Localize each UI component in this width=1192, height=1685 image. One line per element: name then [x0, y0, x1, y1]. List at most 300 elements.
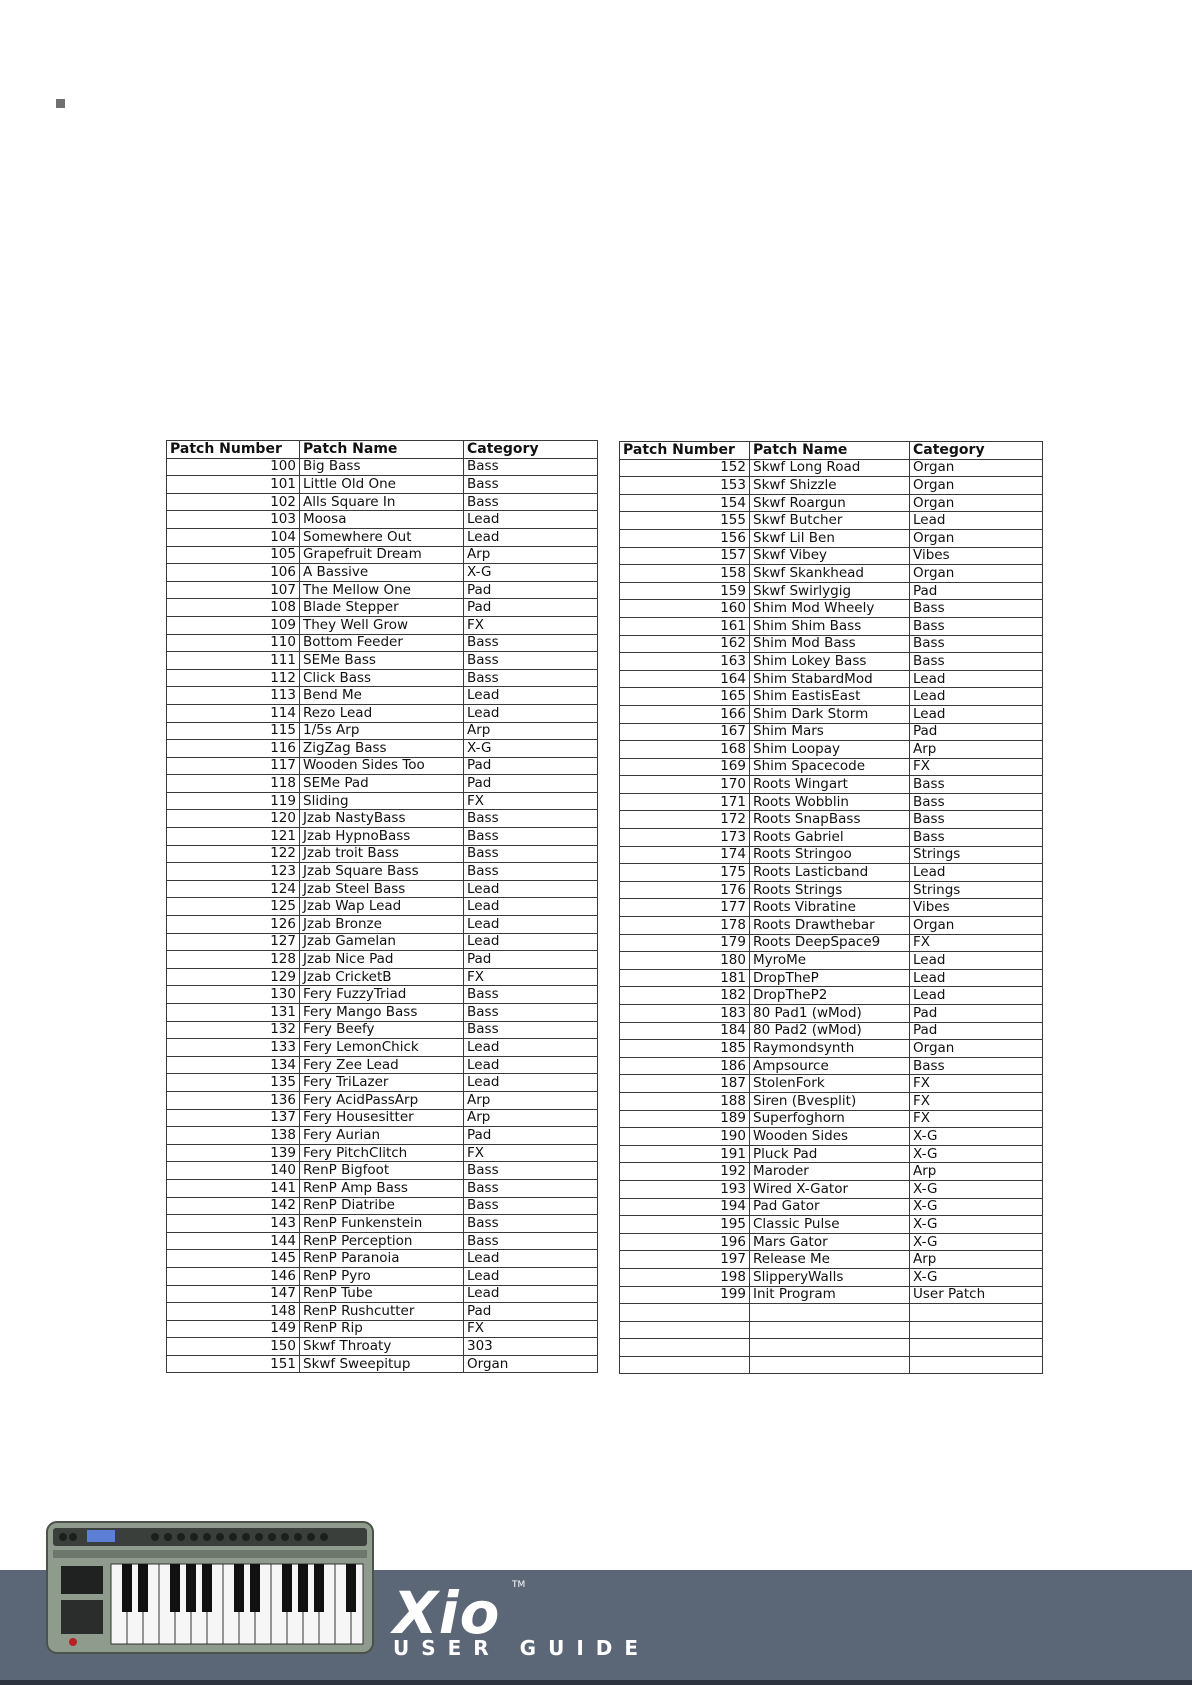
category-cell: Lead [464, 1056, 598, 1074]
patch-name-cell: RenP Pyro [300, 1267, 464, 1285]
table-row [620, 881, 1043, 899]
category-cell: Bass [910, 653, 1043, 671]
patch-number-cell: 153 [620, 477, 750, 495]
patch-number-cell: 141 [167, 1179, 300, 1197]
table-row [167, 1056, 598, 1074]
category-cell: Bass [464, 1162, 598, 1180]
patch-name-cell: Shim Lokey Bass [750, 653, 910, 671]
category-cell: Bass [910, 793, 1043, 811]
table-row [167, 1039, 598, 1057]
patch-number-cell: 156 [620, 529, 750, 547]
category-cell: Lead [464, 1250, 598, 1268]
patch-name-cell: Fery Housesitter [300, 1109, 464, 1127]
patch-name-cell: Raymondsynth [750, 1040, 910, 1058]
patch-name-cell: Bend Me [300, 687, 464, 705]
patch-number-cell: 105 [167, 546, 300, 564]
patch-name-cell: Wooden Sides [750, 1128, 910, 1146]
table-row [167, 493, 598, 511]
patch-number-cell: 163 [620, 653, 750, 671]
category-cell: Organ [910, 459, 1043, 477]
table-row [620, 987, 1043, 1005]
patch-name-cell: Classic Pulse [750, 1216, 910, 1234]
patch-number-cell: 122 [167, 845, 300, 863]
table-row [620, 1128, 1043, 1146]
table-row [167, 1320, 598, 1338]
category-cell: Organ [910, 494, 1043, 512]
patch-number-cell [620, 1339, 750, 1357]
patch-name-cell: Wired X-Gator [750, 1180, 910, 1198]
patch-number-cell: 123 [167, 863, 300, 881]
category-cell: Bass [464, 1004, 598, 1022]
footer-line [0, 1680, 1192, 1685]
patch-name-cell: Somewhere Out [300, 528, 464, 546]
category-cell: Bass [464, 845, 598, 863]
category-cell: Lead [910, 705, 1043, 723]
patch-number-cell: 198 [620, 1268, 750, 1286]
patch-number-cell: 181 [620, 969, 750, 987]
patch-number-cell: 157 [620, 547, 750, 565]
patch-name-cell: SlipperyWalls [750, 1268, 910, 1286]
patch-number-cell: 121 [167, 828, 300, 846]
table-row [620, 969, 1043, 987]
category-cell: Lead [464, 1285, 598, 1303]
patch-number-cell: 115 [167, 722, 300, 740]
table-row [167, 740, 598, 758]
table-row [620, 477, 1043, 495]
patch-name-cell: Ampsource [750, 1057, 910, 1075]
patch-number-cell: 134 [167, 1056, 300, 1074]
category-cell: Lead [464, 933, 598, 951]
table-row [167, 458, 598, 476]
category-cell: FX [910, 1075, 1043, 1093]
table-row [620, 1040, 1043, 1058]
patch-name-cell: Superfoghorn [750, 1110, 910, 1128]
patch-number-cell: 147 [167, 1285, 300, 1303]
table-row [167, 669, 598, 687]
patch-name-cell: Shim StabardMod [750, 670, 910, 688]
table-row [620, 459, 1043, 477]
patch-number-cell: 148 [167, 1303, 300, 1321]
patch-name-cell: ZigZag Bass [300, 740, 464, 758]
patch-number-cell: 114 [167, 704, 300, 722]
header-patch-name: Patch Name [750, 442, 910, 460]
category-cell: X-G [910, 1180, 1043, 1198]
category-cell: Bass [464, 458, 598, 476]
category-cell: Lead [464, 687, 598, 705]
category-cell: Bass [910, 1057, 1043, 1075]
category-cell: Lead [464, 880, 598, 898]
patch-name-cell: Shim Mod Wheely [750, 600, 910, 618]
patch-name-cell: Skwf Skankhead [750, 565, 910, 583]
category-cell: FX [910, 758, 1043, 776]
table-row [620, 547, 1043, 565]
patch-name-cell: Roots Gabriel [750, 829, 910, 847]
category-cell: Bass [464, 493, 598, 511]
patch-number-cell: 107 [167, 581, 300, 599]
table-row [620, 829, 1043, 847]
patch-name-cell: Shim Loopay [750, 741, 910, 759]
patch-name-cell: RenP Diatribe [300, 1197, 464, 1215]
patch-name-cell: Little Old One [300, 476, 464, 494]
patch-name-cell: Skwf Sweepitup [300, 1355, 464, 1373]
table-row [167, 1232, 598, 1250]
table-row [620, 1110, 1043, 1128]
patch-name-cell: Fery Zee Lead [300, 1056, 464, 1074]
patch-name-cell: Bottom Feeder [300, 634, 464, 652]
patch-name-cell: Skwf Long Road [750, 459, 910, 477]
patch-number-cell: 104 [167, 528, 300, 546]
table-row [167, 652, 598, 670]
header-patch-name: Patch Name [300, 441, 464, 459]
table-row [167, 1021, 598, 1039]
category-cell: Bass [464, 634, 598, 652]
category-cell: FX [910, 934, 1043, 952]
category-cell: Lead [464, 898, 598, 916]
patch-name-cell: Mars Gator [750, 1233, 910, 1251]
patch-number-cell: 118 [167, 775, 300, 793]
patch-name-cell: Jzab Nice Pad [300, 951, 464, 969]
table-row [167, 968, 598, 986]
table-row [167, 1215, 598, 1233]
patch-number-cell [620, 1321, 750, 1339]
category-cell: Bass [910, 617, 1043, 635]
category-cell: Lead [910, 952, 1043, 970]
table-row [167, 863, 598, 881]
patch-number-cell: 132 [167, 1021, 300, 1039]
patch-name-cell: MyroMe [750, 952, 910, 970]
category-cell [910, 1304, 1043, 1322]
patch-name-cell: Roots DeepSpace9 [750, 934, 910, 952]
category-cell [910, 1339, 1043, 1357]
table-row [167, 845, 598, 863]
table-row [167, 634, 598, 652]
patch-name-cell: SEMe Bass [300, 652, 464, 670]
patch-number-cell: 108 [167, 599, 300, 617]
patch-number-cell: 119 [167, 792, 300, 810]
category-cell: Arp [464, 722, 598, 740]
patch-number-cell: 186 [620, 1057, 750, 1075]
patch-name-cell [750, 1321, 910, 1339]
patch-name-cell [750, 1304, 910, 1322]
patch-name-cell: Fery AcidPassArp [300, 1091, 464, 1109]
category-cell: Bass [464, 828, 598, 846]
category-cell: Pad [464, 775, 598, 793]
patch-number-cell: 166 [620, 705, 750, 723]
patch-table-left [166, 440, 598, 1373]
patch-name-cell: DropTheP2 [750, 987, 910, 1005]
category-cell: FX [464, 968, 598, 986]
category-cell: Pad [910, 1005, 1043, 1023]
category-cell: Pad [464, 951, 598, 969]
patch-name-cell: 80 Pad1 (wMod) [750, 1005, 910, 1023]
patch-name-cell: DropTheP [750, 969, 910, 987]
category-cell: Lead [910, 688, 1043, 706]
patch-number-cell: 183 [620, 1005, 750, 1023]
header-patch-number: Patch Number [167, 441, 300, 459]
table-row [167, 810, 598, 828]
category-cell: Arp [910, 1163, 1043, 1181]
patch-number-cell [620, 1304, 750, 1322]
patch-number-cell: 151 [167, 1355, 300, 1373]
patch-number-cell: 133 [167, 1039, 300, 1057]
category-cell: Bass [910, 811, 1043, 829]
table-row [167, 581, 598, 599]
patch-number-cell: 111 [167, 652, 300, 670]
patch-name-cell: Jzab troit Bass [300, 845, 464, 863]
table-row [620, 705, 1043, 723]
table-row [167, 828, 598, 846]
category-cell: Pad [464, 757, 598, 775]
patch-number-cell: 179 [620, 934, 750, 952]
table-row [620, 1304, 1043, 1322]
table-row [620, 670, 1043, 688]
patch-name-cell: Fery Aurian [300, 1127, 464, 1145]
table-row [167, 1127, 598, 1145]
table-row [620, 1286, 1043, 1304]
patch-number-cell: 188 [620, 1092, 750, 1110]
table-row [167, 704, 598, 722]
table-row [620, 1075, 1043, 1093]
category-cell: Lead [464, 1267, 598, 1285]
patch-name-cell: Fery Beefy [300, 1021, 464, 1039]
patch-number-cell: 182 [620, 987, 750, 1005]
category-cell: Organ [910, 529, 1043, 547]
patch-number-cell: 110 [167, 634, 300, 652]
patch-name-cell: Roots Strings [750, 881, 910, 899]
category-cell: FX [464, 616, 598, 634]
table-row [620, 758, 1043, 776]
category-cell: Bass [910, 600, 1043, 618]
patch-number-cell: 160 [620, 600, 750, 618]
table-row [620, 741, 1043, 759]
patch-number-cell: 172 [620, 811, 750, 829]
category-cell: Lead [464, 916, 598, 934]
category-cell: Bass [464, 669, 598, 687]
table-row [620, 1005, 1043, 1023]
category-cell: Organ [910, 565, 1043, 583]
category-cell: X-G [464, 564, 598, 582]
table-row [620, 1356, 1043, 1374]
patch-name-cell: Click Bass [300, 669, 464, 687]
table-row [167, 1091, 598, 1109]
patch-number-cell: 197 [620, 1251, 750, 1269]
patch-number-cell: 173 [620, 829, 750, 847]
patch-number-cell: 128 [167, 951, 300, 969]
patch-name-cell: 80 Pad2 (wMod) [750, 1022, 910, 1040]
patch-name-cell: RenP Funkenstein [300, 1215, 464, 1233]
patch-number-cell: 184 [620, 1022, 750, 1040]
table-row [167, 1303, 598, 1321]
table-row [620, 1022, 1043, 1040]
patch-number-cell: 161 [620, 617, 750, 635]
patch-name-cell: Jzab Gamelan [300, 933, 464, 951]
category-cell: Bass [464, 986, 598, 1004]
category-cell: FX [464, 792, 598, 810]
table-row [167, 722, 598, 740]
patch-name-cell: Sliding [300, 792, 464, 810]
patch-name-cell: Jzab CricketB [300, 968, 464, 986]
patch-number-cell: 158 [620, 565, 750, 583]
table-row [620, 917, 1043, 935]
keyboard-illustration [45, 1520, 375, 1655]
bullet-marker [56, 99, 65, 108]
category-cell: Pad [464, 1303, 598, 1321]
patch-name-cell: RenP Paranoia [300, 1250, 464, 1268]
table-row [167, 1004, 598, 1022]
patch-number-cell: 102 [167, 493, 300, 511]
patch-number-cell: 125 [167, 898, 300, 916]
category-cell: X-G [910, 1128, 1043, 1146]
patch-name-cell: RenP Amp Bass [300, 1179, 464, 1197]
category-cell: X-G [464, 740, 598, 758]
category-cell: Bass [464, 1215, 598, 1233]
category-cell: FX [464, 1144, 598, 1162]
table-row [167, 986, 598, 1004]
table-row [620, 600, 1043, 618]
patch-name-cell: Skwf Throaty [300, 1338, 464, 1356]
table-row [167, 1162, 598, 1180]
patch-name-cell: Jzab Steel Bass [300, 880, 464, 898]
patch-name-cell: Jzab NastyBass [300, 810, 464, 828]
category-cell: Lead [910, 670, 1043, 688]
category-cell: FX [464, 1320, 598, 1338]
category-cell [910, 1356, 1043, 1374]
table-row [620, 846, 1043, 864]
patch-name-cell: Fery Mango Bass [300, 1004, 464, 1022]
table-row [620, 653, 1043, 671]
table-row [167, 1285, 598, 1303]
table-row [167, 1179, 598, 1197]
category-cell: X-G [910, 1216, 1043, 1234]
patch-name-cell: Pluck Pad [750, 1145, 910, 1163]
table-row [620, 934, 1043, 952]
category-cell: X-G [910, 1268, 1043, 1286]
category-cell: Organ [910, 1040, 1043, 1058]
patch-name-cell: A Bassive [300, 564, 464, 582]
patch-number-cell: 146 [167, 1267, 300, 1285]
category-cell: Pad [910, 1022, 1043, 1040]
table-row [620, 1198, 1043, 1216]
table-row [620, 1251, 1043, 1269]
patch-number-cell: 136 [167, 1091, 300, 1109]
category-cell: Organ [464, 1355, 598, 1373]
category-cell: Bass [464, 1232, 598, 1250]
table-header-row [620, 442, 1043, 460]
patch-number-cell: 189 [620, 1110, 750, 1128]
patch-number-cell: 169 [620, 758, 750, 776]
patch-number-cell: 100 [167, 458, 300, 476]
patch-name-cell: Big Bass [300, 458, 464, 476]
patch-number-cell: 143 [167, 1215, 300, 1233]
category-cell: Arp [464, 1109, 598, 1127]
patch-number-cell: 145 [167, 1250, 300, 1268]
patch-name-cell: Maroder [750, 1163, 910, 1181]
table-row [620, 617, 1043, 635]
patch-name-cell [750, 1356, 910, 1374]
patch-number-cell [620, 1356, 750, 1374]
category-cell: Arp [464, 1091, 598, 1109]
patch-name-cell: Fery PitchClitch [300, 1144, 464, 1162]
patch-name-cell: Moosa [300, 511, 464, 529]
category-cell: Pad [464, 599, 598, 617]
table-row [620, 776, 1043, 794]
patch-number-cell: 103 [167, 511, 300, 529]
patch-name-cell: RenP Rip [300, 1320, 464, 1338]
table-row [167, 616, 598, 634]
patch-name-cell: Roots Wobblin [750, 793, 910, 811]
patch-number-cell: 176 [620, 881, 750, 899]
patch-name-cell: Jzab HypnoBass [300, 828, 464, 846]
patch-number-cell: 101 [167, 476, 300, 494]
patch-number-cell: 199 [620, 1286, 750, 1304]
table-row [167, 1250, 598, 1268]
table-row [620, 582, 1043, 600]
category-cell: Bass [464, 810, 598, 828]
category-cell: Lead [910, 864, 1043, 882]
patch-number-cell: 131 [167, 1004, 300, 1022]
table-row [167, 1074, 598, 1092]
patch-name-cell: Roots Wingart [750, 776, 910, 794]
table-row [167, 898, 598, 916]
patch-number-cell: 193 [620, 1180, 750, 1198]
patch-number-cell: 154 [620, 494, 750, 512]
category-cell: Organ [910, 917, 1043, 935]
patch-name-cell [750, 1339, 910, 1357]
table-row [620, 494, 1043, 512]
patch-name-cell: Skwf Shizzle [750, 477, 910, 495]
patch-name-cell: 1/5s Arp [300, 722, 464, 740]
patch-number-cell: 185 [620, 1040, 750, 1058]
table-row [620, 1180, 1043, 1198]
patch-name-cell: StolenFork [750, 1075, 910, 1093]
category-cell: X-G [910, 1145, 1043, 1163]
category-cell: Lead [910, 987, 1043, 1005]
patch-name-cell: Skwf Vibey [750, 547, 910, 565]
category-cell: FX [910, 1092, 1043, 1110]
patch-number-cell: 171 [620, 793, 750, 811]
category-cell: Arp [464, 546, 598, 564]
category-cell: Lead [464, 704, 598, 722]
table-row [167, 1338, 598, 1356]
patch-number-cell: 174 [620, 846, 750, 864]
table-row [167, 687, 598, 705]
patch-number-cell: 178 [620, 917, 750, 935]
patch-number-cell: 177 [620, 899, 750, 917]
patch-name-cell: Wooden Sides Too [300, 757, 464, 775]
table-row [620, 1163, 1043, 1181]
patch-name-cell: RenP Rushcutter [300, 1303, 464, 1321]
category-cell: X-G [910, 1198, 1043, 1216]
category-cell: User Patch [910, 1286, 1043, 1304]
table-row [167, 511, 598, 529]
patch-number-cell: 164 [620, 670, 750, 688]
patch-number-cell: 127 [167, 933, 300, 951]
table-row [620, 1339, 1043, 1357]
category-cell: Vibes [910, 547, 1043, 565]
patch-number-cell: 106 [167, 564, 300, 582]
patch-name-cell: Release Me [750, 1251, 910, 1269]
table-row [620, 565, 1043, 583]
category-cell: Lead [464, 1039, 598, 1057]
table-row [620, 512, 1043, 530]
patch-number-cell: 159 [620, 582, 750, 600]
table-row [167, 1109, 598, 1127]
patch-name-cell: Blade Stepper [300, 599, 464, 617]
table-row [167, 951, 598, 969]
patch-name-cell: Jzab Wap Lead [300, 898, 464, 916]
patch-name-cell: RenP Tube [300, 1285, 464, 1303]
table-row [167, 757, 598, 775]
